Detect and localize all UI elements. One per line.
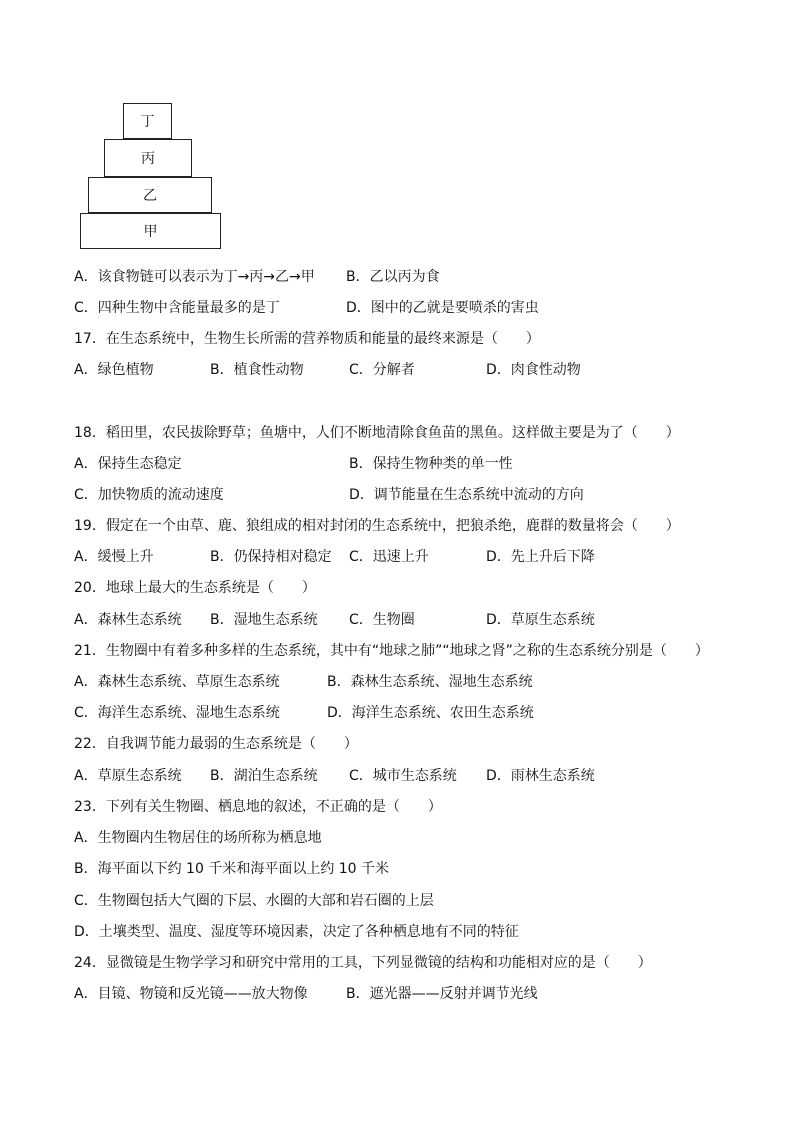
q24-option-a: A．目镜、物镜和反光镜——放大物像 xyxy=(74,986,308,1002)
q17-option-c: C．分解者 xyxy=(349,362,415,378)
q19-option-d: D．先上升后下降 xyxy=(486,549,595,565)
pyramid-level-bing: 丙 xyxy=(104,139,192,177)
q20-option-b: B．湿地生态系统 xyxy=(210,612,318,628)
q16-option-d: D．图中的乙就是要喷杀的害虫 xyxy=(346,300,539,316)
q23-option-a: A．生物圈内生物居住的场所称为栖息地 xyxy=(74,830,322,846)
q20-stem: 20．地球上最大的生态系统是（ ） xyxy=(74,580,316,596)
food-pyramid-diagram xyxy=(80,103,222,248)
q21-option-b: B．森林生态系统、湿地生态系统 xyxy=(327,674,533,690)
q24-option-b: B．遮光器——反射并调节光线 xyxy=(346,986,538,1002)
q23-option-c: C．生物圈包括大气圈的下层、水圈的大部和岩石圈的上层 xyxy=(74,893,434,909)
q18-option-d: D．调节能量在生态系统中流动的方向 xyxy=(349,487,584,503)
q19-option-a: A．缓慢上升 xyxy=(74,549,154,565)
q21-option-c: C．海洋生态系统、湿地生态系统 xyxy=(74,705,280,721)
q17-option-b: B．植食性动物 xyxy=(210,362,304,378)
q17-option-a: A．绿色植物 xyxy=(74,362,154,378)
q21-stem: 21．生物圈中有着多种多样的生态系统，其中有“地球之肺”“地球之肾”之称的生态系统分别是（ ） xyxy=(74,643,709,659)
q21-option-a: A．森林生态系统、草原生态系统 xyxy=(74,674,280,690)
q20-option-d: D．草原生态系统 xyxy=(486,612,595,628)
q19-option-b: B．仍保持相对稳定 xyxy=(210,549,332,565)
pyramid-level-yi: 乙 xyxy=(88,177,212,213)
q19-stem: 19．假定在一个由草、鹿、狼组成的相对封闭的生态系统中，把狼杀绝，鹿群的数量将会（ ） xyxy=(74,518,680,534)
q18-option-b: B．保持生物种类的单一性 xyxy=(349,456,513,472)
q21-option-d: D．海洋生态系统、农田生态系统 xyxy=(327,705,534,721)
q18-stem: 18．稻田里，农民拔除野草；鱼塘中，人们不断地清除食鱼苗的黑鱼。这样做主要是为了（ ） xyxy=(74,425,680,441)
q18-option-c: C．加快物质的流动速度 xyxy=(74,487,224,503)
q20-option-a: A．森林生态系统 xyxy=(74,612,182,628)
q20-option-c: C．生物圈 xyxy=(349,612,415,628)
q22-option-b: B．湖泊生态系统 xyxy=(210,768,318,784)
pyramid-level-jia: 甲 xyxy=(80,213,221,249)
q17-option-d: D．肉食性动物 xyxy=(486,362,581,378)
q18-option-a: A．保持生态稳定 xyxy=(74,456,182,472)
q17-stem: 17．在生态系统中，生物生长所需的营养物质和能量的最终来源是（ ） xyxy=(74,331,540,347)
q23-option-d: D．土壤类型、温度、湿度等环境因素，决定了各种栖息地有不同的特征 xyxy=(74,924,519,940)
q22-option-d: D．雨林生态系统 xyxy=(486,768,595,784)
q16-option-b: B．乙以丙为食 xyxy=(346,269,440,285)
q16-option-a: A．该食物链可以表示为丁→丙→乙→甲 xyxy=(74,269,315,285)
q16-option-c: C．四种生物中含能量最多的是丁 xyxy=(74,300,280,316)
q22-option-a: A．草原生态系统 xyxy=(74,768,182,784)
q23-stem: 23．下列有关生物圈、栖息地的叙述，不正确的是（ ） xyxy=(74,799,442,815)
q24-stem: 24．显微镜是生物学学习和研究中常用的工具，下列显微镜的结构和功能相对应的是（ ） xyxy=(74,955,652,971)
q19-option-c: C．迅速上升 xyxy=(349,549,429,565)
q22-option-c: C．城市生态系统 xyxy=(349,768,457,784)
q22-stem: 22．自我调节能力最弱的生态系统是（ ） xyxy=(74,736,358,752)
q23-option-b: B．海平面以下约 10 千米和海平面以上约 10 千米 xyxy=(74,861,390,877)
pyramid-level-ding: 丁 xyxy=(123,103,172,139)
